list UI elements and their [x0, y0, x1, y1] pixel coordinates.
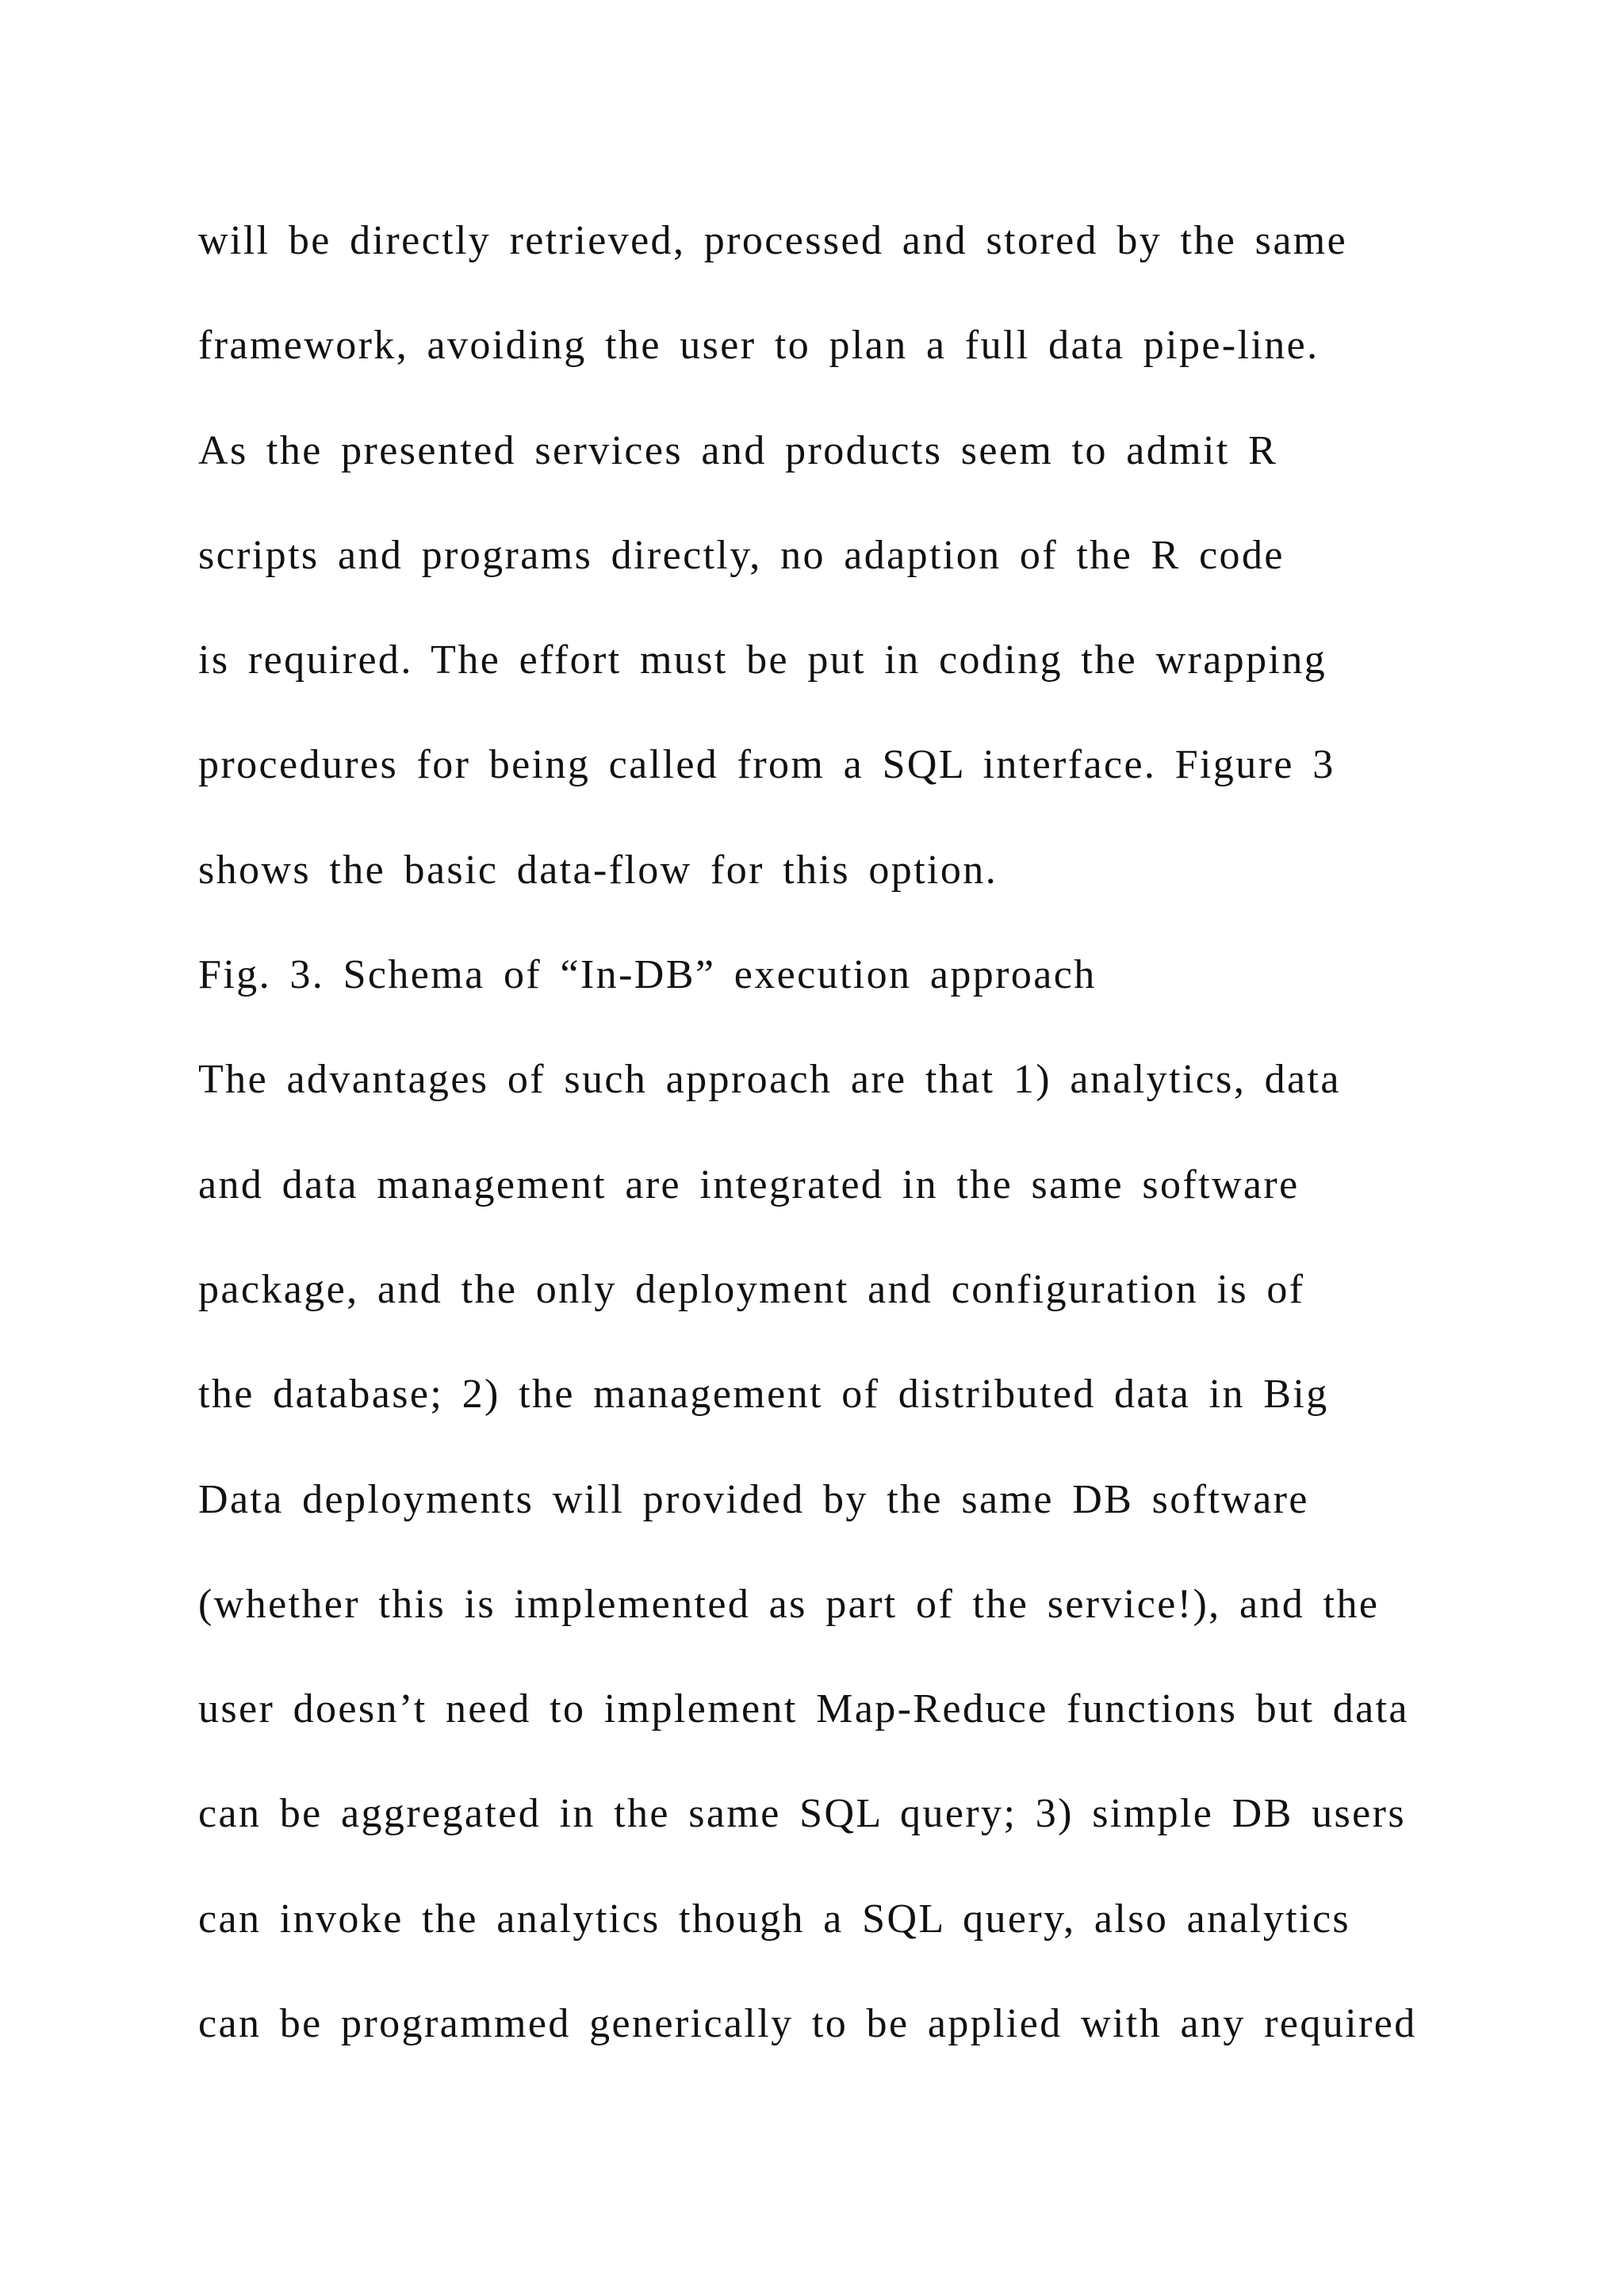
body-text: [198, 189, 1499, 2076]
figure-caption: Fig. 3. Schema of “In-DB” execution approach: [198, 952, 1097, 998]
text-line: will be directly retrieved, processed and stored by the same: [198, 218, 1348, 263]
text-line: As the presented services and products seem to admit R: [198, 427, 1278, 473]
text-line: (whether this is implemented as part of the service!), and the: [198, 1581, 1380, 1627]
text-line: the database; 2) the management of distributed data in Big: [198, 1372, 1329, 1418]
text-line: Data deployments will provided by the same DB software: [198, 1476, 1309, 1522]
text-line: shows the basic data-flow for this option.: [198, 847, 998, 893]
text-line: The advantages of such approach are that 1) analytics, data: [198, 1057, 1341, 1103]
text-line: and data management are integrated in the same software: [198, 1161, 1300, 1207]
text-line: framework, avoiding the user to plan a full data pipe-line.: [198, 323, 1320, 369]
text-line: is required. The effort must be put in coding the wrapping: [198, 637, 1327, 683]
text-line: can invoke the analytics though a SQL query, also analytics: [198, 1896, 1351, 1942]
text-line: procedures for being called from a SQL interface. Figure 3: [198, 742, 1335, 788]
text-line: can be aggregated in the same SQL query; 3) simple DB users: [198, 1791, 1406, 1837]
text-line: can be programmed generically to be applied with any required: [198, 2001, 1417, 2047]
text-line: user doesn’t need to implement Map-Reduce functions but data: [198, 1686, 1409, 1732]
text-line: scripts and programs directly, no adaption of the R code: [198, 532, 1285, 578]
text-line: package, and the only deployment and configuration is of: [198, 1266, 1305, 1312]
